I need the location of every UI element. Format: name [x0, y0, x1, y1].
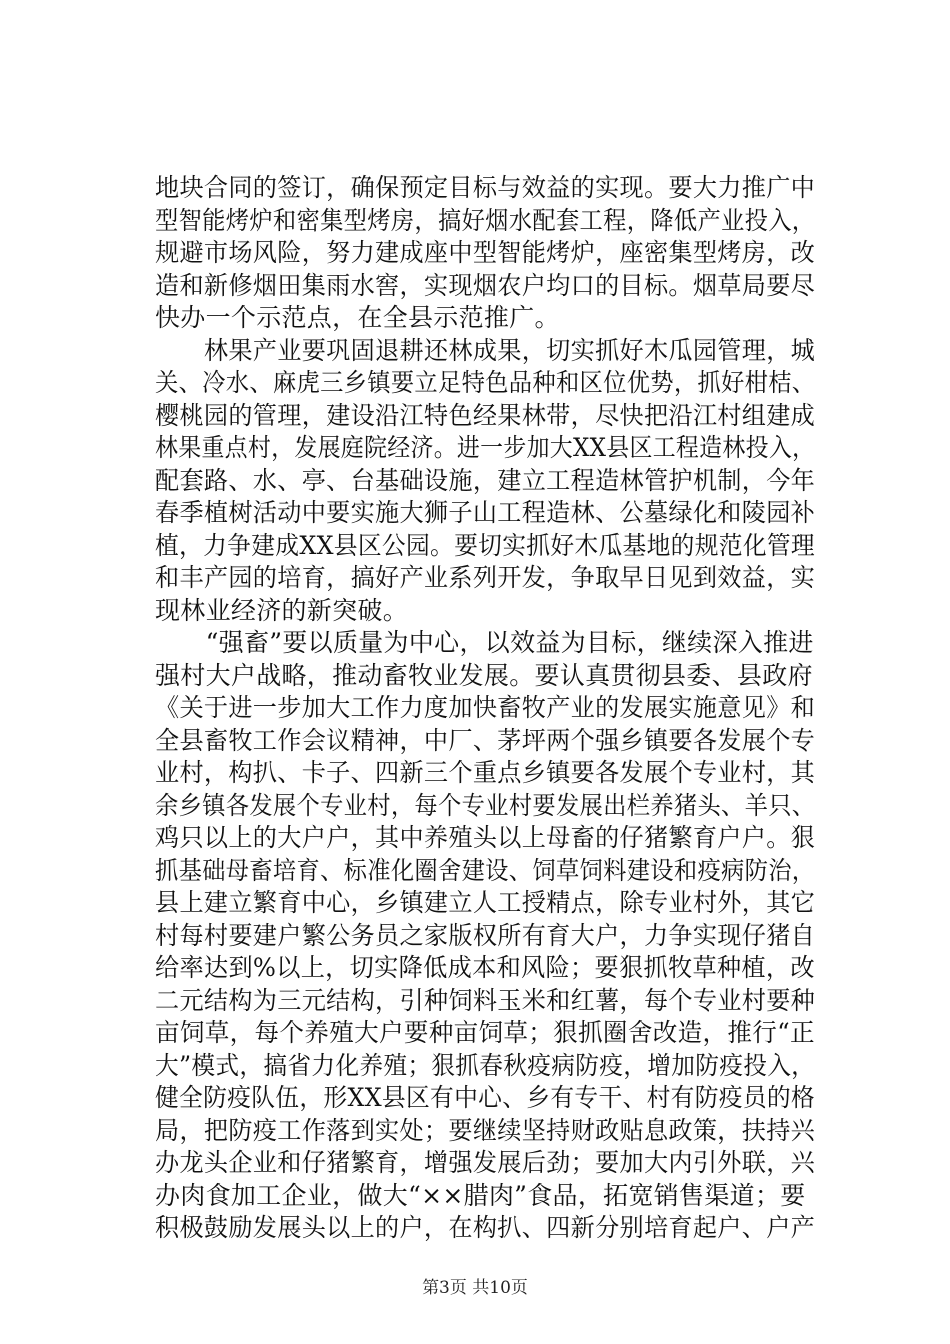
text-line: 健全防疫队伍，形XX县区有中心、乡有专干、村有防疫员的格	[155, 1083, 815, 1112]
text-line: 强村大户战略，推动畜牧业发展。要认真贯彻县委、县政府	[155, 660, 813, 690]
text-line: 给率达到%以上，切实降低成本和风险；要狠抓牧草种植，改	[155, 953, 815, 982]
text-line: 二元结构为三元结构，引种饲料玉米和红薯，每个专业村要种	[155, 985, 816, 1015]
text-line: 积极鼓励发展头以上的户，在构扒、四新分别培育起户、户产	[155, 1213, 816, 1242]
text-line: 办肉食加工企业，做大“××腊肉”食品，拓宽销售渠道；要	[155, 1180, 806, 1210]
text-line: 《关于进一步加大工作力度加快畜牧产业的发展实施意见》和	[155, 693, 816, 722]
text-line: 春季植树活动中要实施大狮子山工程造林、公墓绿化和陵园补	[155, 498, 816, 527]
text-line: 现林业经济的新突破。	[155, 595, 409, 625]
text-line: 亩饲草，每个养殖大户要种亩饲草；狠抓圈舍改造，推行“正	[155, 1018, 815, 1047]
text-line: 办龙头企业和仔猪繁育，增强发展后劲；要加大内引外联，兴	[155, 1148, 816, 1177]
text-line: 规避市场风险，努力建成座中型智能烤炉，座密集型烤房，改	[155, 238, 816, 267]
document-body	[155, 172, 815, 1245]
text-line: 型智能烤炉和密集型烤房，搞好烟水配套工程，降低产业投入，	[155, 205, 816, 235]
text-line: 造和新修烟田集雨水窖，实现烟农户均口的目标。烟草局要尽	[155, 270, 816, 300]
text-line: 林果产业要巩固退耕还林成果，切实抓好木瓜园管理，城	[155, 335, 816, 365]
text-line: 业村，构扒、卡子、四新三个重点乡镇要各发展个专业村，其	[155, 758, 816, 787]
text-line: 县上建立繁育中心，乡镇建立人工授精点，除专业村外，其它	[155, 888, 816, 917]
text-line: 鸡只以上的大户户，其中养殖头以上母畜的仔猪繁育户户。狠	[155, 823, 816, 852]
page-footer: 第3页 共10页	[422, 1278, 528, 1298]
text-line: 余乡镇各发展个专业村，每个专业村要发展出栏养猪头、羊只、	[155, 790, 816, 820]
text-line: 局，把防疫工作落到实处；要继续坚持财政贴息政策，扶持兴	[155, 1115, 816, 1145]
text-line: 大”模式，搞省力化养殖；狠抓春秋疫病防疫，增加防疫投入，	[155, 1050, 816, 1080]
text-line: 地块合同的签订，确保预定目标与效益的实现。要大力推广中	[155, 173, 816, 202]
text-line: 全县畜牧工作会议精神，中厂、茅坪两个强乡镇要各发展个专	[155, 725, 816, 755]
text-line: 快办一个示范点，在全县示范推广。	[155, 303, 560, 332]
text-line: 村每村要建户繁公务员之家版权所有育大户，力争实现仔猪自	[155, 920, 816, 950]
text-line: 林果重点村，发展庭院经济。进一步加大XX县区工程造林投入，	[155, 433, 816, 462]
text-line: “强畜”要以质量为中心，以效益为目标，继续深入推进	[155, 628, 814, 657]
text-line: 和丰产园的培育，搞好产业系列开发，争取早日见到效益，实	[155, 563, 816, 592]
text-line: 配套路、水、亭、台基础设施，建立工程造林管护机制，今年	[155, 465, 816, 495]
text-line: 植，力争建成XX县区公园。要切实抓好木瓜基地的规范化管理	[155, 530, 815, 560]
text-line: 樱桃园的管理，建设沿江特色经果林带，尽快把沿江村组建成	[155, 400, 816, 430]
text-line: 关、冷水、麻虎三乡镇要立足特色品种和区位优势，抓好柑桔、	[155, 368, 816, 397]
text-line: 抓基础母畜培育、标准化圈舍建设、饲草饲料建设和疫病防治，	[155, 855, 816, 885]
